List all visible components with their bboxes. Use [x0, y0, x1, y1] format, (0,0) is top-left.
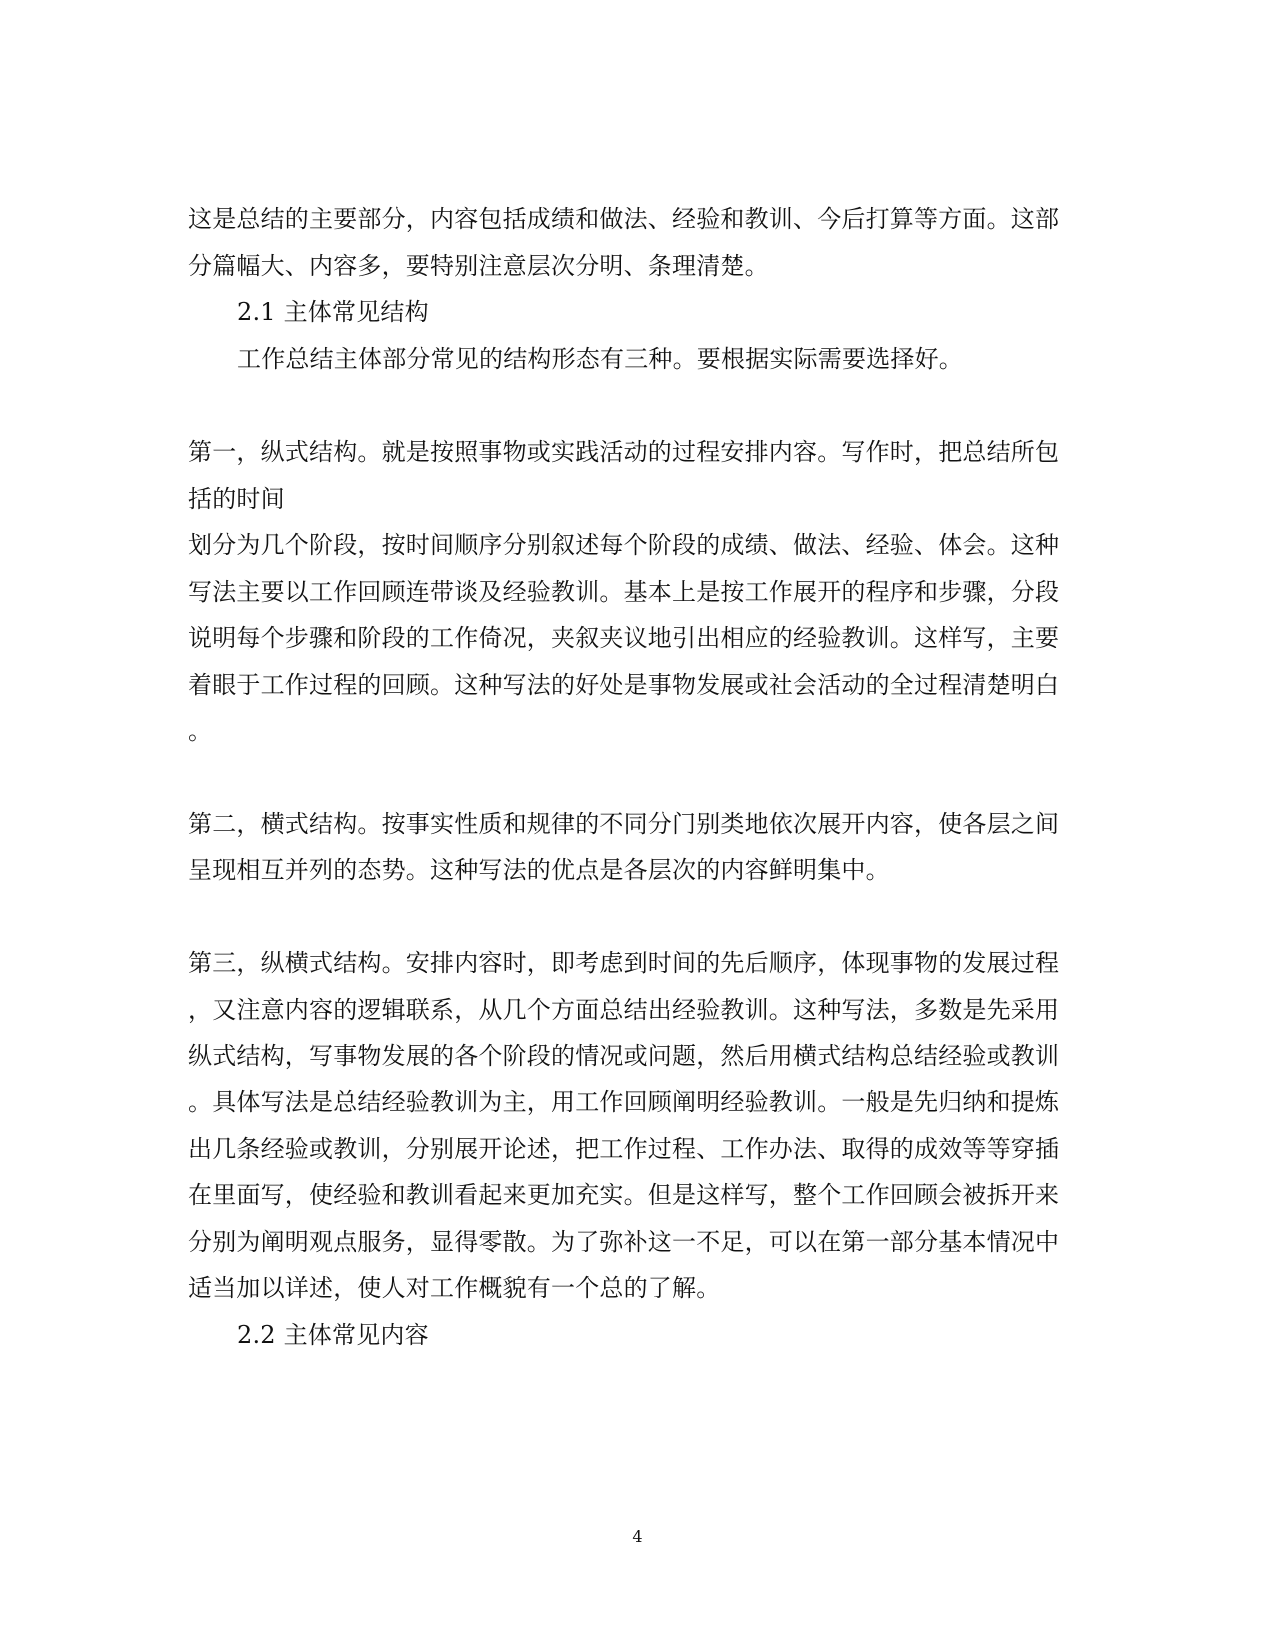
- paragraph-line: 第二，横式结构。按事实性质和规律的不同分门别类地依次展开内容，使各层之间: [188, 810, 1060, 838]
- paragraph-line: 呈现相互并列的态势。这种写法的优点是各层次的内容鲜明集中。: [188, 856, 890, 884]
- paragraph-line: 第三，纵横式结构。安排内容时，即考虑到时间的先后顺序，体现事物的发展过程: [188, 949, 1060, 977]
- paragraph-line: 出几条经验或教训，分别展开论述，把工作过程、工作办法、取得的成效等等穿插: [188, 1135, 1060, 1163]
- paragraph-line: 分篇幅大、内容多，要特别注意层次分明、条理清楚。: [188, 252, 769, 280]
- paragraph-line: 写法主要以工作回顾连带谈及经验教训。基本上是按工作展开的程序和步骤，分段: [188, 578, 1060, 606]
- paragraph-line: 纵式结构，写事物发展的各个阶段的情况或问题，然后用横式结构总结经验或教训: [188, 1042, 1060, 1070]
- section-heading-2-2: 2.2 主体常见内容: [237, 1321, 429, 1349]
- paragraph-line: 分别为阐明观点服务，显得零散。为了弥补这一不足，可以在第一部分基本情况中: [188, 1228, 1060, 1256]
- paragraph-line: 括的时间: [188, 485, 285, 513]
- section-heading-2-1: 2.1 主体常见结构: [237, 298, 429, 326]
- paragraph-line: 适当加以详述，使人对工作概貌有一个总的了解。: [188, 1274, 721, 1302]
- paragraph-line: 划分为几个阶段，按时间顺序分别叙述每个阶段的成绩、做法、经验、体会。这种: [188, 531, 1060, 559]
- paragraph-line: 这是总结的主要部分，内容包括成绩和做法、经验和教训、今后打算等方面。这部: [188, 205, 1060, 233]
- paragraph-line: 工作总结主体部分常见的结构形态有三种。要根据实际需要选择好。: [237, 345, 963, 373]
- paragraph-line: 。: [188, 717, 213, 745]
- paragraph-line: ，又注意内容的逻辑联系，从几个方面总结出经验教训。这种写法，多数是先采用: [188, 996, 1060, 1024]
- paragraph-line: 说明每个步骤和阶段的工作倚况，夹叙夹议地引出相应的经验教训。这样写，主要: [188, 624, 1060, 652]
- paragraph-line: 在里面写，使经验和教训看起来更加充实。但是这样写，整个工作回顾会被拆开来: [188, 1181, 1060, 1209]
- paragraph-line: 。具体写法是总结经验教训为主，用工作回顾阐明经验教训。一般是先归纳和提炼: [188, 1088, 1060, 1116]
- paragraph-line: 第一，纵式结构。就是按照事物或实践活动的过程安排内容。写作时，把总结所包: [188, 438, 1060, 466]
- paragraph-line: 着眼于工作过程的回顾。这种写法的好处是事物发展或社会活动的全过程清楚明白: [188, 671, 1060, 699]
- page-number: 4: [632, 1527, 643, 1546]
